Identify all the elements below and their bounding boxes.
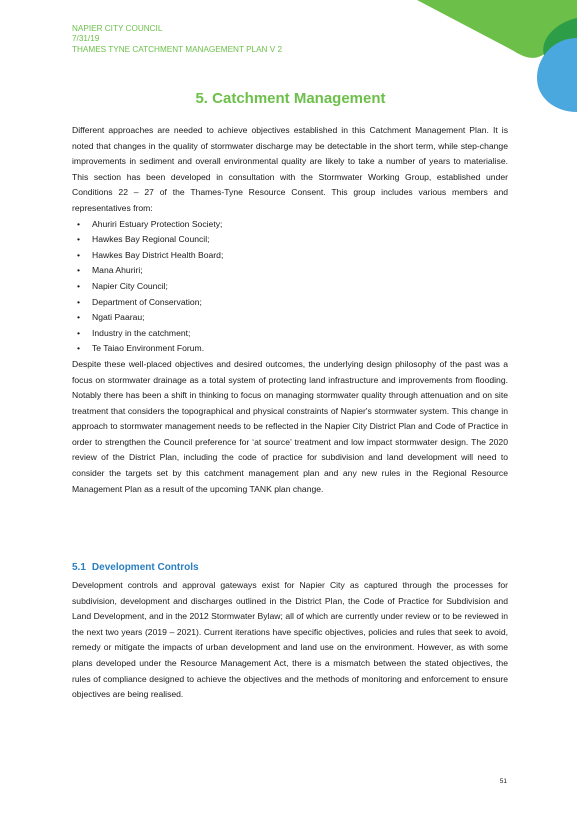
page-number: 51	[499, 778, 507, 785]
document-header	[72, 24, 282, 55]
list-item: • Hawkes Bay District Health Board;	[72, 248, 508, 264]
page-title: 5. Catchment Management	[195, 90, 386, 107]
intro-paragraph: Different approaches are needed to achieve objectives established in this Catchment Management Plan. It is noted that changes in the quality of stormwater discharge may be detectable in the short term, while step-change improvements in sediment and overall environmental quality are likely to take a number of years to materialise. This section has been developed in consultation with the Stormwater Working Group, established under Conditions 22 – 27 of the Thames-Tyne Resource Consent. This group includes various members and representatives from:	[72, 125, 508, 213]
list-item: • Department of Conservation;	[72, 295, 508, 311]
list-item: • Hawkes Bay Regional Council;	[72, 232, 508, 248]
section-heading	[72, 562, 199, 573]
section-content	[72, 578, 508, 703]
section-title: Development Controls	[91, 562, 199, 573]
section-number: 5.1	[72, 562, 86, 573]
list-item: • Napier City Council;	[72, 279, 508, 295]
development-controls-paragraph: Development controls and approval gateways exist for Napier City as captured through the processes for subdivision, development and discharges outlined in the District Plan, the Code of Practice for Subdivision and Land Development, and in the 2012 Stormwater Bylaw; all of which are currently under review or to be reviewed in the next two years (2019 – 2021). Current iterations have specific objectives, policies and rules that seek to avoid, remedy or mitigate the impacts of urban development and land use on the environment. However, as with some plans developed under the Resource Management Act, there is a mismatch between the stated objectives, the rules of compliance designed to achieve the objectives and the methods of monitoring and enforcement to ensure objectives are being realised.	[72, 580, 508, 700]
header-plan-title: THAMES TYNE CATCHMENT MANAGEMENT PLAN V 2	[72, 44, 283, 54]
design-philosophy-paragraph: Despite these well-placed objectives and desired outcomes, the underlying design philosophy of the past was a focus on stormwater drainage as a total system of protecting land infrastructure and improvements from flooding. Notably there has been a shift in thinking to focus on managing stormwater quality through attenuation and on site treatment that considers the topographical and physical constraints of Napier's stormwater system. This change in approach to stormwater management needs to be reflected in the Napier City District Plan and Code of Practice in order to strengthen the Council preference for ‘at source’ treatment and low impact stormwater design. The 2020 review of the District Plan, including the code of practice for subdivision and land development will need to consider the targets set by this catchment management plan and any new rules in the Regional Resource Management Plan as a result of the upcoming TANK plan change.	[72, 358, 508, 494]
list-item: • Te Taiao Environment Forum.	[72, 341, 508, 357]
list-item: • Industry in the catchment;	[72, 326, 508, 342]
list-item: • Ahuriri Estuary Protection Society;	[72, 217, 508, 233]
header-organisation: NAPIER CITY COUNCIL	[72, 24, 163, 33]
main-content	[72, 123, 508, 497]
list-item: • Ngati Paarau;	[72, 310, 508, 326]
header-date: 7/31/19	[72, 34, 100, 44]
representatives-list	[72, 217, 508, 357]
list-item: • Mana Ahuriri;	[72, 263, 508, 279]
